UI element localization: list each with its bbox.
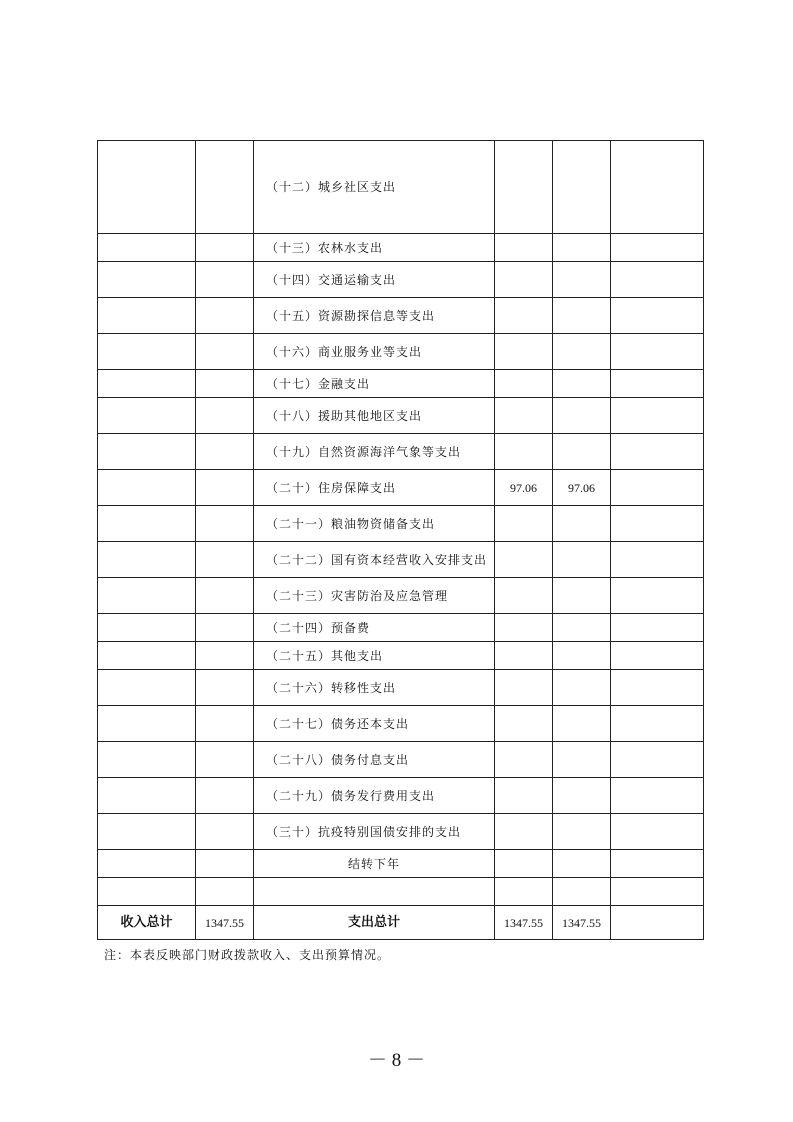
expense-amount bbox=[553, 878, 611, 906]
expense-amount bbox=[553, 141, 611, 234]
expense-amount bbox=[495, 506, 553, 542]
expense-amount bbox=[495, 334, 553, 370]
table-cell bbox=[611, 398, 704, 434]
table-row bbox=[98, 642, 704, 670]
table-cell bbox=[196, 642, 254, 670]
expense-item-label: （二十二）国有资本经营收入安排支出 bbox=[254, 542, 495, 578]
table-cell bbox=[98, 878, 196, 906]
table-cell bbox=[98, 398, 196, 434]
table-cell bbox=[98, 542, 196, 578]
table-cell bbox=[98, 778, 196, 814]
table-row bbox=[98, 470, 704, 506]
table-cell bbox=[196, 706, 254, 742]
table-cell bbox=[98, 814, 196, 850]
table-cell bbox=[611, 850, 704, 878]
table-cell bbox=[611, 262, 704, 298]
expense-amount bbox=[553, 262, 611, 298]
expense-amount bbox=[495, 234, 553, 262]
table-row bbox=[98, 334, 704, 370]
expense-amount bbox=[553, 542, 611, 578]
table-cell bbox=[196, 370, 254, 398]
expense-amount bbox=[553, 334, 611, 370]
table-cell bbox=[98, 670, 196, 706]
expense-amount bbox=[495, 670, 553, 706]
expense-amount bbox=[495, 850, 553, 878]
expense-item-label: （二十八）债务付息支出 bbox=[254, 742, 495, 778]
table-cell bbox=[611, 814, 704, 850]
table-row bbox=[98, 614, 704, 642]
expense-item-label: （十九）自然资源海洋气象等支出 bbox=[254, 434, 495, 470]
expense-item-label: （二十四）预备费 bbox=[254, 614, 495, 642]
expense-amount bbox=[495, 778, 553, 814]
expense-amount: 97.06 bbox=[553, 470, 611, 506]
table-row bbox=[98, 434, 704, 470]
table-cell bbox=[611, 906, 704, 940]
expense-total-value: 1347.55 bbox=[553, 906, 611, 940]
expense-amount bbox=[495, 578, 553, 614]
table-cell bbox=[611, 434, 704, 470]
expense-amount bbox=[495, 434, 553, 470]
table-cell bbox=[196, 578, 254, 614]
table-cell bbox=[196, 670, 254, 706]
table-row bbox=[98, 578, 704, 614]
expense-item-label: （十六）商业服务业等支出 bbox=[254, 334, 495, 370]
budget-table bbox=[97, 140, 704, 940]
expense-item-label: （二十六）转移性支出 bbox=[254, 670, 495, 706]
table-cell bbox=[611, 506, 704, 542]
expense-amount bbox=[495, 706, 553, 742]
table-cell bbox=[611, 542, 704, 578]
expense-item-label: （二十七）债务还本支出 bbox=[254, 706, 495, 742]
table-footnote: 注：本表反映部门财政拨款收入、支出预算情况。 bbox=[104, 948, 391, 962]
table-cell bbox=[98, 298, 196, 334]
expense-amount: 97.06 bbox=[495, 470, 553, 506]
table-cell bbox=[196, 778, 254, 814]
table-cell bbox=[611, 742, 704, 778]
table-row bbox=[98, 298, 704, 334]
table-cell bbox=[196, 470, 254, 506]
expense-item-label: （十五）资源勘探信息等支出 bbox=[254, 298, 495, 334]
table-cell bbox=[611, 878, 704, 906]
expense-item-label: （二十一）粮油物资储备支出 bbox=[254, 506, 495, 542]
table-cell bbox=[196, 742, 254, 778]
expense-item-label: （十八）援助其他地区支出 bbox=[254, 398, 495, 434]
table-row bbox=[98, 262, 704, 298]
expense-amount bbox=[495, 814, 553, 850]
table-cell bbox=[98, 434, 196, 470]
expense-amount bbox=[495, 542, 553, 578]
total-row bbox=[98, 906, 704, 940]
table-cell bbox=[196, 506, 254, 542]
table-cell bbox=[98, 470, 196, 506]
expense-item-label: （十三）农林水支出 bbox=[254, 234, 495, 262]
table-row bbox=[98, 141, 704, 234]
table-cell bbox=[98, 742, 196, 778]
table-cell bbox=[98, 370, 196, 398]
table-cell bbox=[611, 614, 704, 642]
expense-item-label bbox=[254, 878, 495, 906]
table-row bbox=[98, 850, 704, 878]
income-total-label: 收入总计 bbox=[98, 906, 196, 940]
expense-amount bbox=[553, 850, 611, 878]
expense-amount bbox=[553, 398, 611, 434]
table-row bbox=[98, 778, 704, 814]
table-cell bbox=[611, 642, 704, 670]
table-cell bbox=[611, 470, 704, 506]
table-cell bbox=[196, 814, 254, 850]
table-body bbox=[98, 141, 704, 940]
expense-item-label: 结转下年 bbox=[254, 850, 495, 878]
table-cell bbox=[196, 542, 254, 578]
expense-item-label: （二十）住房保障支出 bbox=[254, 470, 495, 506]
expense-amount bbox=[553, 742, 611, 778]
table-cell bbox=[196, 234, 254, 262]
table-cell bbox=[98, 262, 196, 298]
expense-amount bbox=[495, 398, 553, 434]
expense-amount bbox=[553, 778, 611, 814]
table-cell bbox=[98, 578, 196, 614]
expense-amount bbox=[553, 434, 611, 470]
expense-amount bbox=[495, 642, 553, 670]
table-cell bbox=[196, 878, 254, 906]
table-cell bbox=[611, 141, 704, 234]
table-cell bbox=[196, 141, 254, 234]
table-cell bbox=[98, 706, 196, 742]
table-row bbox=[98, 878, 704, 906]
expense-item-label: （二十九）债务发行费用支出 bbox=[254, 778, 495, 814]
table-cell bbox=[196, 434, 254, 470]
expense-item-label: （十七）金融支出 bbox=[254, 370, 495, 398]
table-cell bbox=[98, 642, 196, 670]
expense-amount bbox=[553, 814, 611, 850]
table-cell bbox=[98, 506, 196, 542]
table-row bbox=[98, 370, 704, 398]
table-row bbox=[98, 706, 704, 742]
table-row bbox=[98, 398, 704, 434]
income-total-value: 1347.55 bbox=[196, 906, 254, 940]
expense-amount bbox=[495, 141, 553, 234]
table-cell bbox=[98, 614, 196, 642]
table-row bbox=[98, 814, 704, 850]
expense-item-label: （二十五）其他支出 bbox=[254, 642, 495, 670]
table-cell bbox=[196, 262, 254, 298]
table-cell bbox=[611, 298, 704, 334]
expense-amount bbox=[495, 878, 553, 906]
table-row bbox=[98, 506, 704, 542]
expense-amount bbox=[553, 234, 611, 262]
table-cell bbox=[98, 334, 196, 370]
expense-amount bbox=[553, 670, 611, 706]
table-row bbox=[98, 234, 704, 262]
expense-amount bbox=[495, 614, 553, 642]
expense-item-label: （三十）抗疫特别国债安排的支出 bbox=[254, 814, 495, 850]
expense-amount bbox=[553, 370, 611, 398]
expense-amount bbox=[495, 298, 553, 334]
expense-amount bbox=[553, 578, 611, 614]
table-row bbox=[98, 670, 704, 706]
table-cell bbox=[611, 334, 704, 370]
table-row bbox=[98, 542, 704, 578]
table-cell bbox=[611, 706, 704, 742]
table-cell bbox=[611, 670, 704, 706]
expense-amount bbox=[553, 506, 611, 542]
expense-item-label: （二十三）灾害防治及应急管理 bbox=[254, 578, 495, 614]
table-cell bbox=[611, 778, 704, 814]
table-cell bbox=[611, 370, 704, 398]
expense-amount bbox=[495, 262, 553, 298]
expense-amount bbox=[495, 370, 553, 398]
table-cell bbox=[196, 850, 254, 878]
table-cell bbox=[98, 141, 196, 234]
expense-item-label: （十四）交通运输支出 bbox=[254, 262, 495, 298]
table-cell bbox=[611, 578, 704, 614]
expense-amount bbox=[553, 706, 611, 742]
table-cell bbox=[196, 614, 254, 642]
table-cell bbox=[196, 398, 254, 434]
expense-total-value: 1347.55 bbox=[495, 906, 553, 940]
table-cell bbox=[196, 298, 254, 334]
expense-amount bbox=[495, 742, 553, 778]
table-row bbox=[98, 742, 704, 778]
table-cell bbox=[98, 234, 196, 262]
table-cell bbox=[98, 850, 196, 878]
expense-item-label: （十二）城乡社区支出 bbox=[254, 141, 495, 234]
expense-amount bbox=[553, 298, 611, 334]
expense-total-label: 支出总计 bbox=[254, 906, 495, 940]
table-cell bbox=[611, 234, 704, 262]
expense-amount bbox=[553, 642, 611, 670]
table-cell bbox=[196, 334, 254, 370]
expense-amount bbox=[553, 614, 611, 642]
page-number: － 8 － bbox=[367, 1050, 425, 1071]
